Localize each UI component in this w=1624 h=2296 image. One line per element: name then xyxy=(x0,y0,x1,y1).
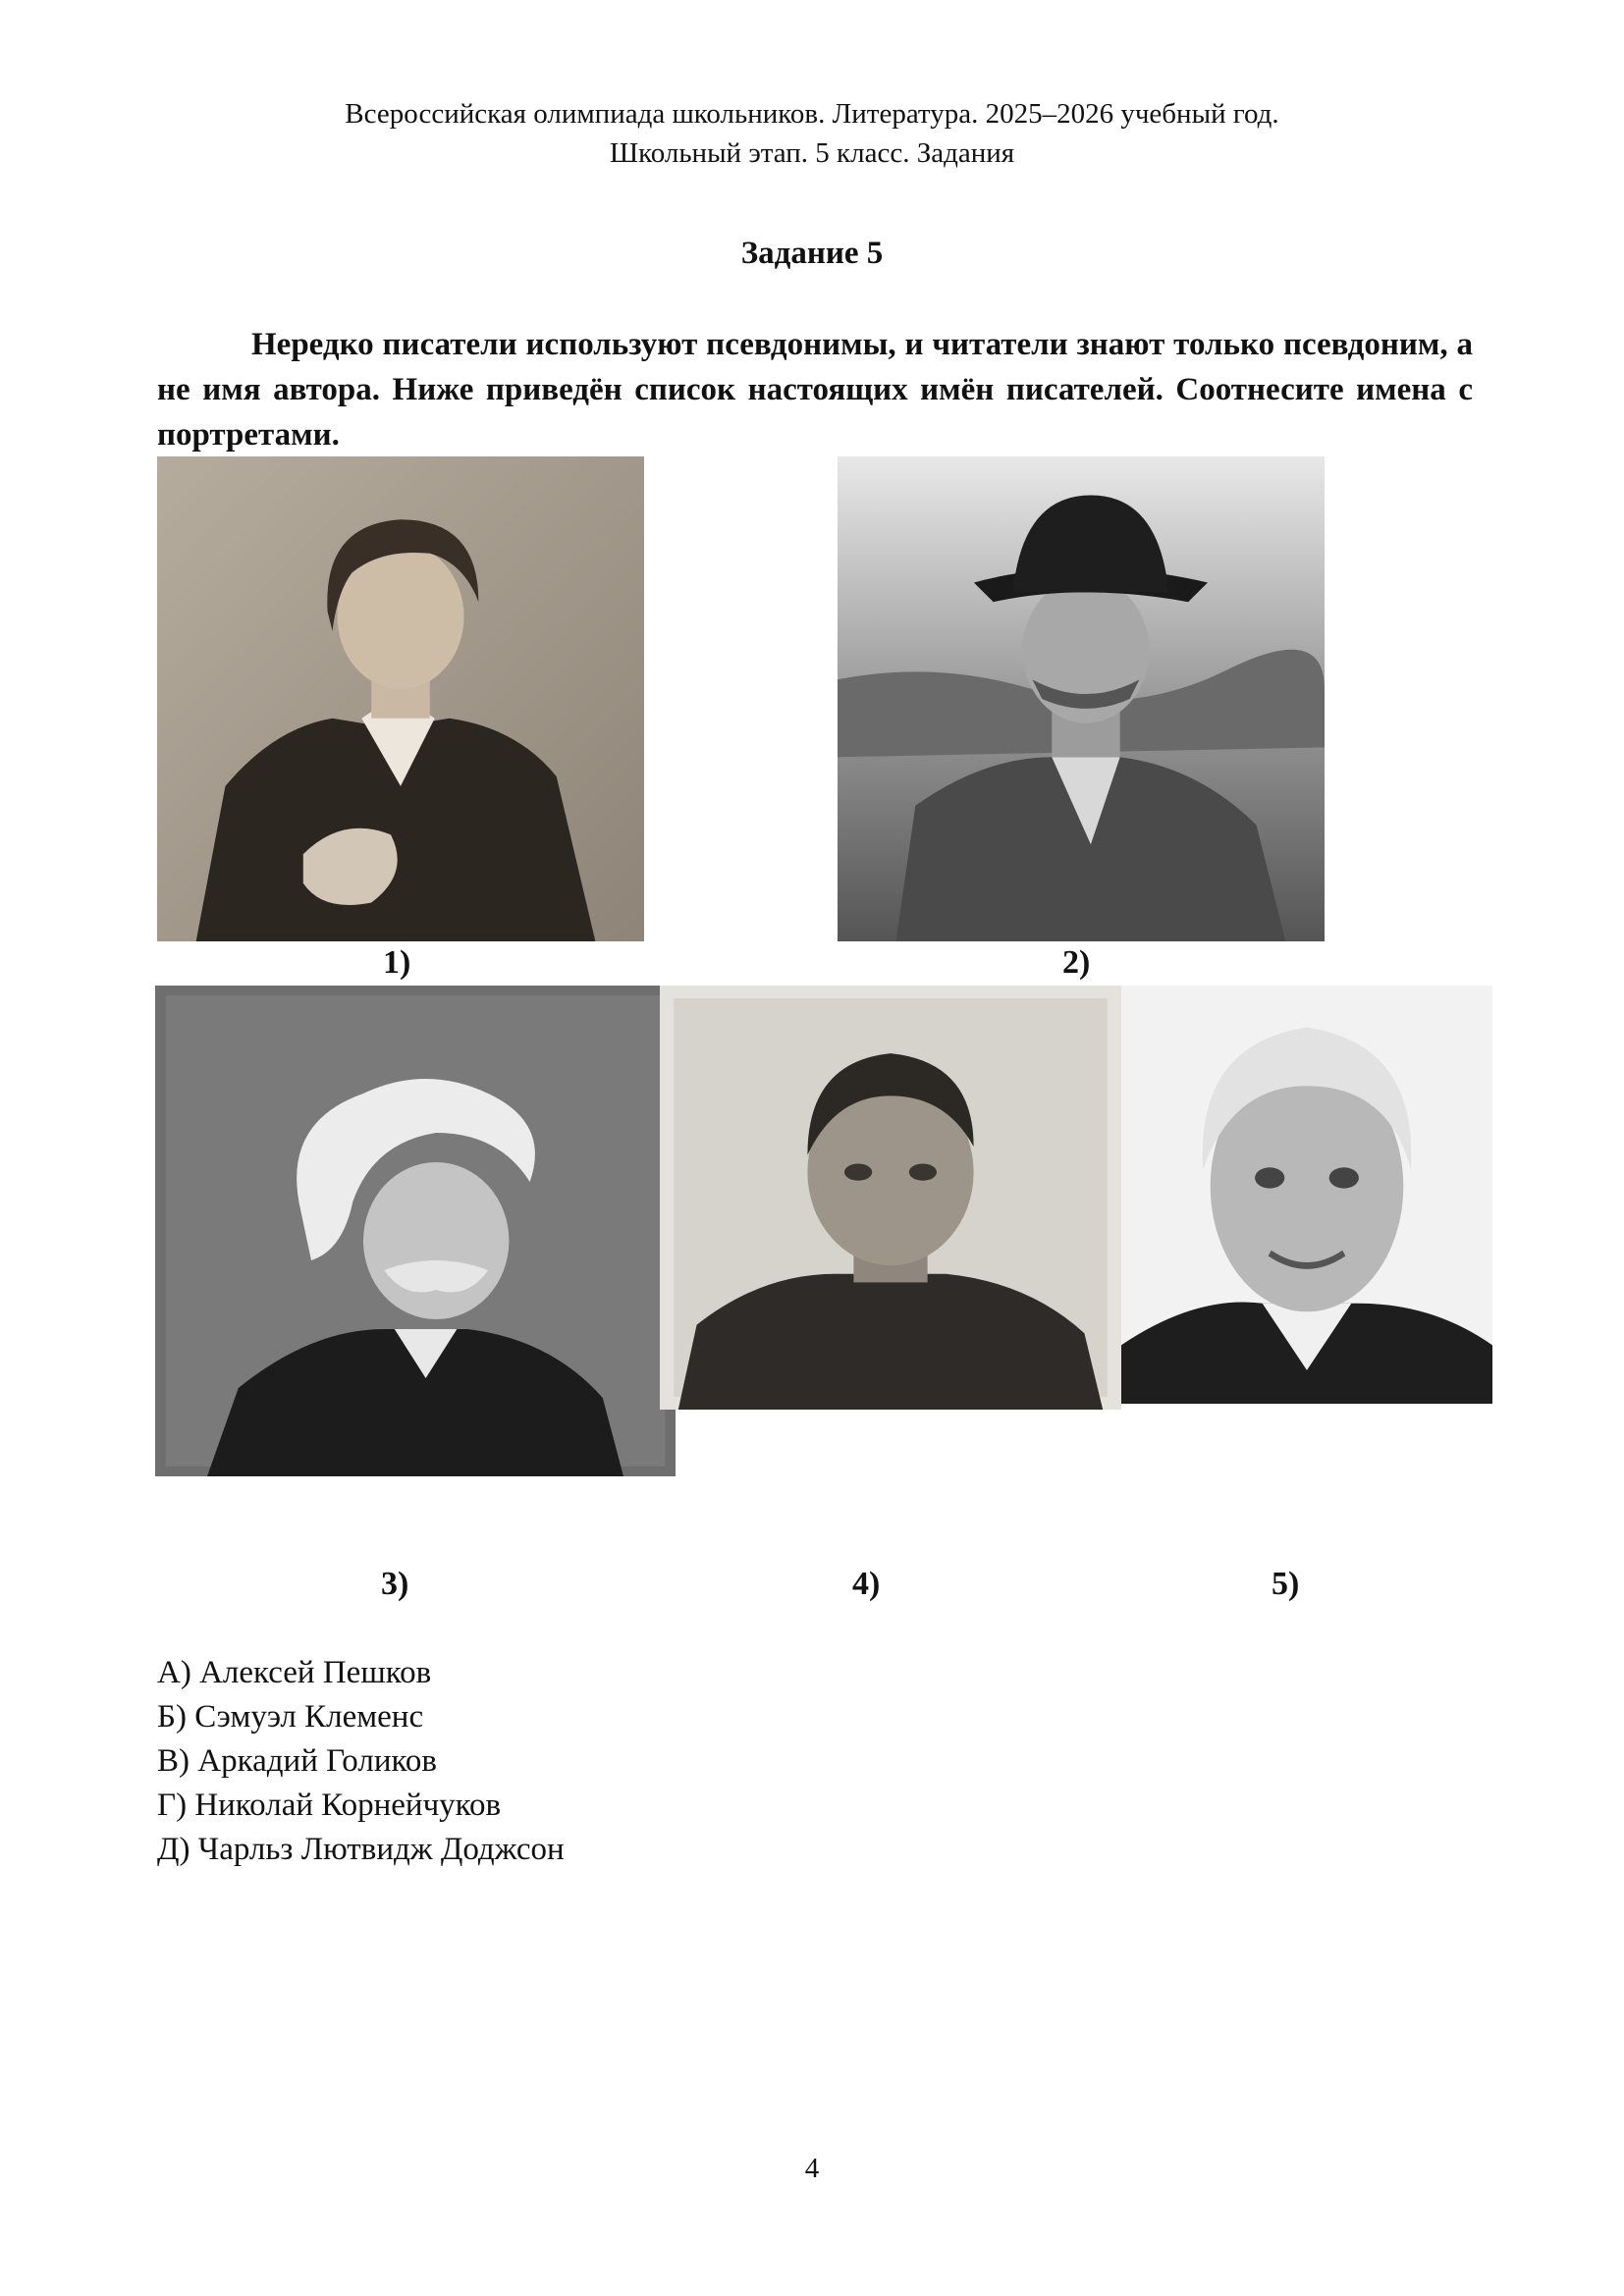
portrait-2-label: 2) xyxy=(1062,944,1091,981)
portrait-4 xyxy=(660,986,1121,1410)
header-line-1: Всероссийская олимпиада школьников. Литература. 2025–2026 учебный год. xyxy=(345,98,1279,130)
answer-d: Д) Чарльз Лютвидж Доджсон xyxy=(157,1832,565,1867)
portrait-5-label: 5) xyxy=(1272,1566,1300,1602)
header-line-2: Школьный этап. 5 класс. Задания xyxy=(609,137,1015,169)
portrait-2 xyxy=(838,456,1325,941)
page-header xyxy=(0,94,1624,173)
portrait-3-label: 3) xyxy=(381,1566,409,1602)
task-title: Задание 5 xyxy=(740,236,884,271)
page-number: 4 xyxy=(804,2153,820,2184)
portrait-3 xyxy=(155,986,676,1476)
task-intro-text: Нередко писатели используют псевдонимы, и читатели знают только псевдоним, а не имя автора. Ниже приведён список настоящих имён писателей. Соотнесите имена с портретами. xyxy=(157,327,1473,453)
portrait-4-label: 4) xyxy=(852,1566,881,1602)
portrait-5 xyxy=(1121,986,1492,1404)
answer-a: А) Алексей Пешков xyxy=(157,1655,432,1690)
task-intro xyxy=(157,322,1473,457)
answer-v: В) Аркадий Голиков xyxy=(157,1743,437,1779)
answer-b: Б) Сэмуэл Клеменс xyxy=(157,1699,424,1735)
answer-list xyxy=(157,1651,565,1872)
portrait-1 xyxy=(157,456,644,941)
portrait-1-label: 1) xyxy=(383,944,411,981)
answer-g: Г) Николай Корнейчуков xyxy=(157,1788,502,1823)
